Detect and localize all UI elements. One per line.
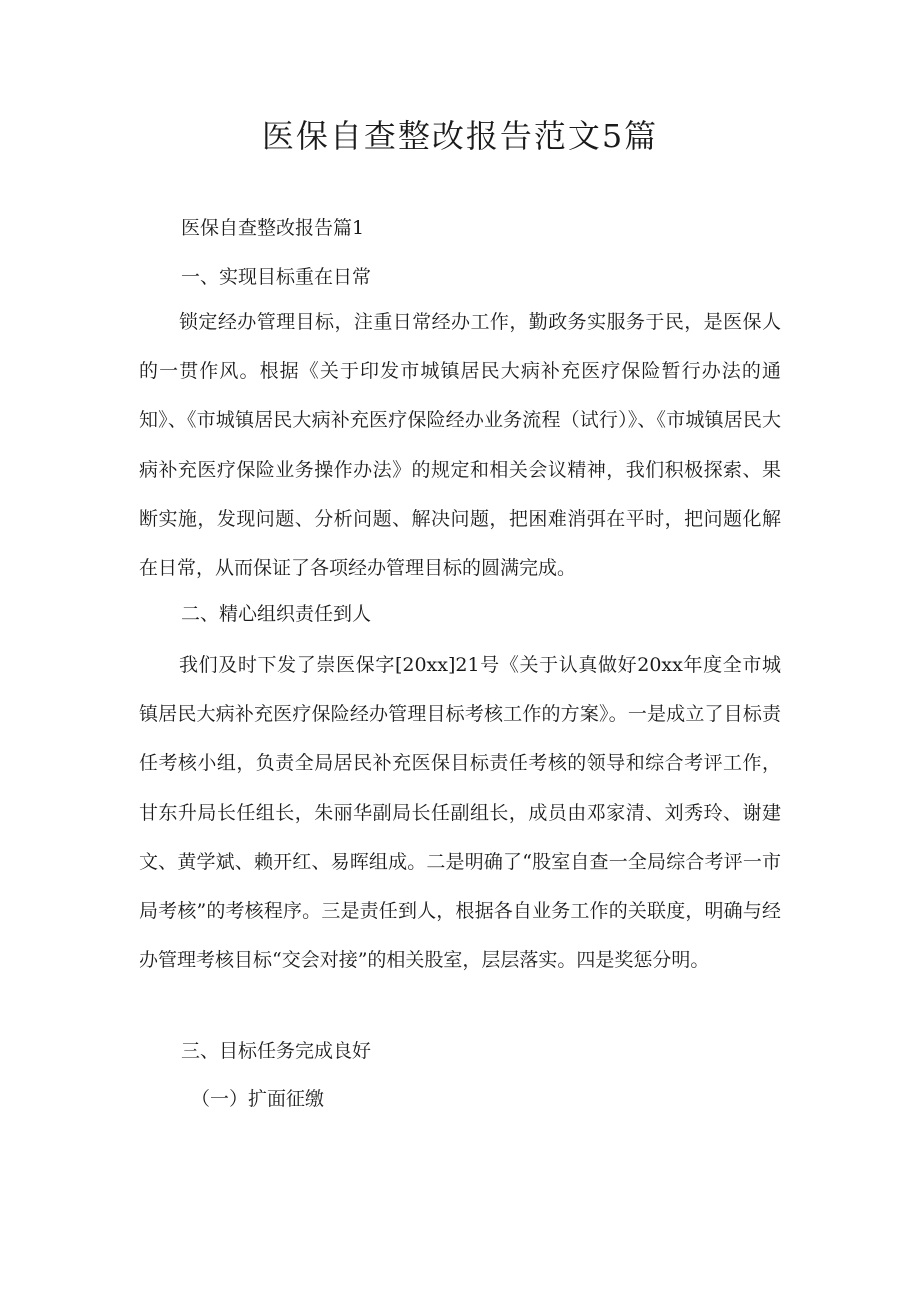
part-heading: 医保自查整改报告篇1 <box>181 217 365 239</box>
subsection-heading: （一）扩面征缴 <box>191 1088 325 1110</box>
section-heading-1: 一、实现目标重在日常 <box>181 266 372 288</box>
section-heading-3: 三、目标任务完成良好 <box>181 1040 372 1062</box>
section-paragraph-2: 我们及时下发了崇医保字[20xx]21号《关于认真做好20xx年度全市城镇居民大病补充医疗保险经办管理目标考核工作的方案》。一是成立了目标责任考核小组，负责全局居民补充医保目标责任考核的领导和综合考评工作，甘东升局长任组长，朱丽华副局长任副组长，成员由邓家清、刘秀玲、谢建文、黄学斌、赖开红、易晖组成。二是明确了“股室自查一全局综合考评一市局考核”的考核程序。三是责任到人，根据各自业务工作的关联度，明确与经办管理考核目标“交会对接”的相关股室，层层落实。四是奖惩分明。 <box>139 654 781 972</box>
section-heading-2: 二、精心组织责任到人 <box>181 603 372 625</box>
section-paragraph-1: 锁定经办管理目标，注重日常经办工作，勤政务实服务于民，是医保人的一贯作风。根据《关于印发市城镇居民大病补充医疗保险暂行办法的通知》、《市城镇居民大病补充医疗保险经办业务流程（试行）》、《市城镇居民大病补充医疗保险业务操作办法》的规定和相关会议精神，我们积极探索、果断实施，发现问题、分析问题、解决问题，把困难消弭在平时，把问题化解在日常，从而保证了各项经办管理目标的圆满完成。 <box>139 311 781 580</box>
document-title: 医保自查整改报告范文5篇 <box>261 117 659 155</box>
